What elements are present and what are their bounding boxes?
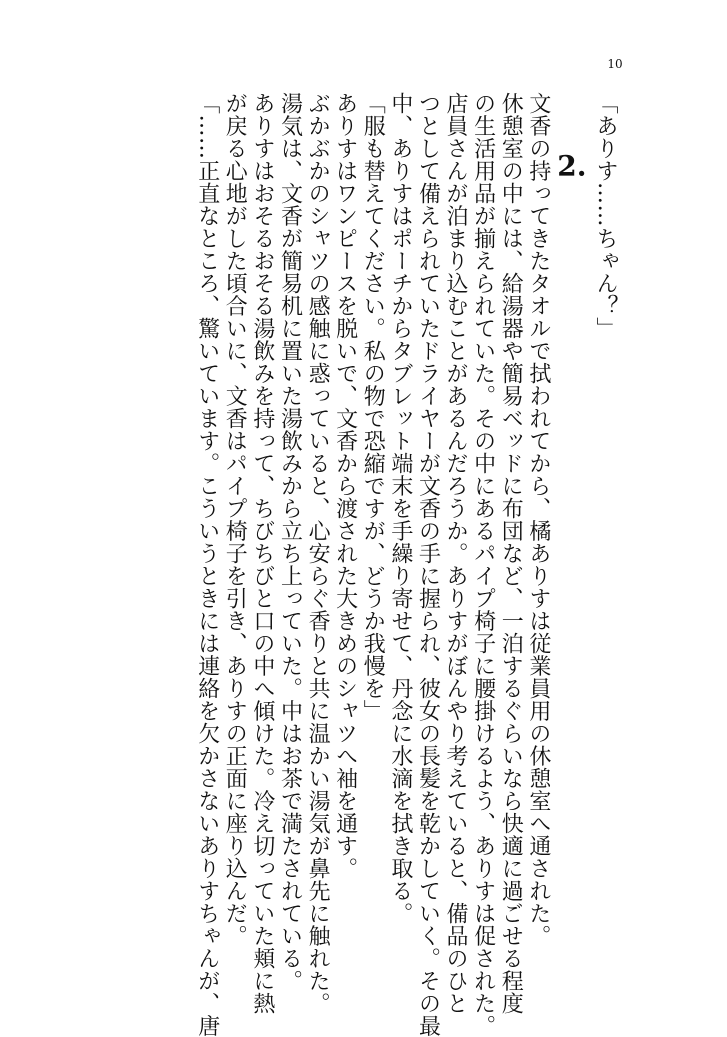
text-line: が戻る心地がした頃合いに、文香はパイプ椅子を引き、ありすの正面に座り込んだ。 <box>222 92 248 947</box>
text-line: 中、ありすはポーチからタブレット端末を手繰り寄せて、丹念に水滴を拭き取る。 <box>387 92 413 925</box>
text-line: 「……正直なところ、驚いています。こういうときには連絡を欠かさないありすちゃんが、唐 <box>194 92 220 1037</box>
text-line: 店員さんが泊まり込むことがあるんだろうか。ありすがぼんやり考えていると、備品のひと <box>443 92 469 1015</box>
body-text <box>193 92 619 1037</box>
text-line: 休憩室の中には、給湯器や簡易ベッドに布団など、一泊するぐらいなら快適に過ごせる程度 <box>498 92 524 1015</box>
text-line: 文香の持ってきたタオルで拭われてから、橘ありすは従業員用の休憩室へ通された。 <box>525 92 551 947</box>
text-line: つとして備えられていたドライヤーが文香の手に握られ、彼女の長髪を乾かしていく。その最 <box>415 92 441 1037</box>
text-line: ありすはおそるおそる湯飲みを持って、ちびちびと口の中へ傾けた。冷え切っていた頬に熱 <box>249 92 275 1015</box>
text-line: の生活用品が揃えられていた。その中にあるパイプ椅子に腰掛けるよう、ありすは促された。 <box>470 92 496 1037</box>
page-number: 10 <box>607 57 623 71</box>
opening-line: 「ありす……ちゃん？」 <box>593 92 618 340</box>
text-line: ぶかぶかのシャツの感触に惑っていると、心安らぐ香りと共に温かい湯気が鼻先に触れた。 <box>305 92 331 1015</box>
text-line: 「服も替えてください。私の物で恐縮ですが、どうか我慢を」 <box>360 92 386 722</box>
chapter-number: 2. <box>557 152 587 180</box>
text-line: 湯気は、文香が簡易机に置いた湯飲みから立ち上っていた。中はお茶で満たされている。 <box>277 92 303 992</box>
chapter-heading <box>558 92 586 992</box>
text-line: ありすはワンピースを脱いで、文香から渡された大きめのシャツへ袖を通す。 <box>332 92 358 880</box>
